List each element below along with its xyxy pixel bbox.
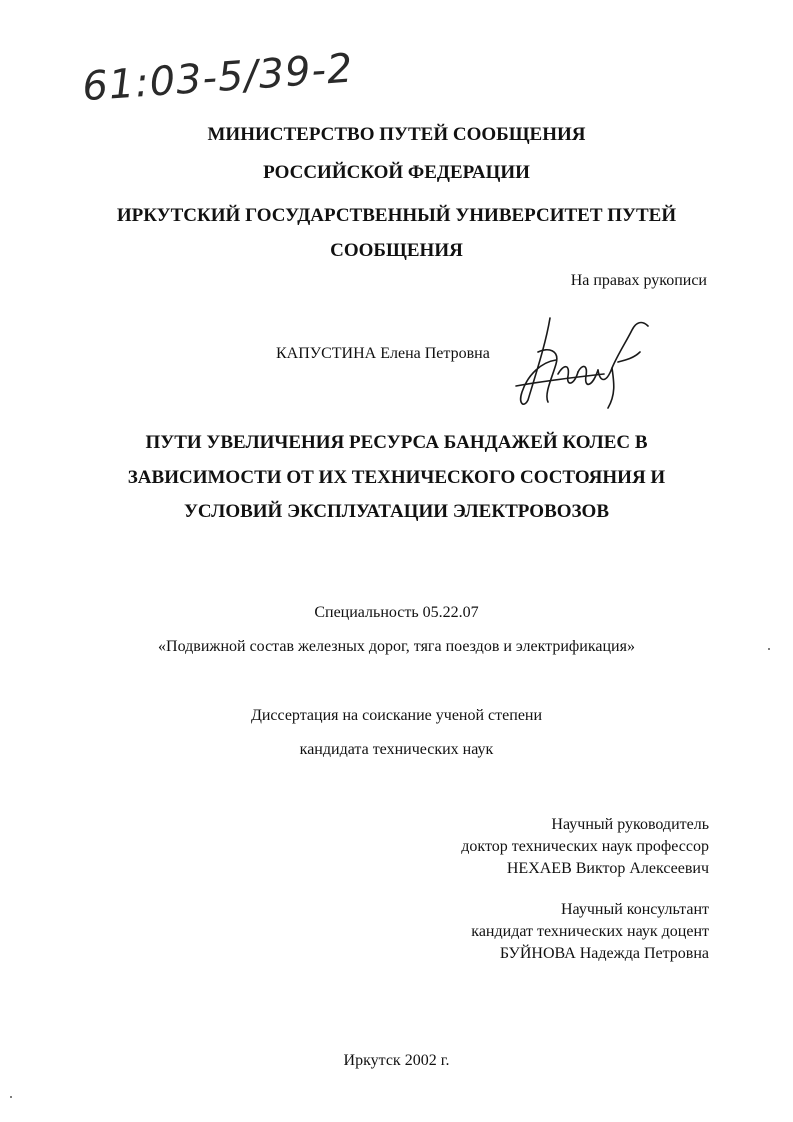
title-line-2: ЗАВИСИМОСТИ ОТ ИХ ТЕХНИЧЕСКОГО СОСТОЯНИЯ И: [127, 467, 666, 488]
consultant-rank: кандидат технических наук доцент: [471, 923, 709, 940]
manuscript-note: На правах рукописи: [570, 272, 707, 289]
consultant-name: БУЙНОВА Надежда Петровна: [499, 945, 709, 962]
degree-line-2: кандидата технических наук: [299, 741, 494, 758]
supervisor-role: Научный руководитель: [551, 816, 709, 833]
scan-speck: [768, 648, 770, 650]
specialty-name: «Подвижной состав железных дорог, тяга поездов и электрификация»: [158, 638, 635, 655]
ministry-line-1: МИНИСТЕРСТВО ПУТЕЙ СООБЩЕНИЯ: [207, 124, 586, 145]
university-line-1: ИРКУТСКИЙ ГОСУДАРСТВЕННЫЙ УНИВЕРСИТЕТ ПУТЕЙ: [116, 205, 677, 226]
scan-speck: [10, 1096, 12, 1098]
title-line-1: ПУТИ УВЕЛИЧЕНИЯ РЕСУРСА БАНДАЖЕЙ КОЛЕС В: [145, 432, 648, 453]
author-name: КАПУСТИНА Елена Петровна: [276, 345, 490, 362]
specialty-code: Специальность 05.22.07: [314, 604, 479, 621]
degree-line-1: Диссертация на соискание ученой степени: [250, 707, 543, 724]
supervisor-name: НЕХАЕВ Виктор Алексеевич: [506, 860, 709, 877]
supervisor-rank: доктор технических наук профессор: [461, 838, 709, 855]
title-line-3: УСЛОВИЙ ЭКСПЛУАТАЦИИ ЭЛЕКТРОВОЗОВ: [183, 501, 610, 522]
author-signature: [508, 312, 658, 412]
supervisor-block: [461, 814, 709, 880]
handwritten-archive-code: [80, 40, 380, 110]
consultant-role: Научный консультант: [561, 901, 709, 918]
city-year: Иркутск 2002 г.: [343, 1052, 450, 1069]
ministry-line-2: РОССИЙСКОЙ ФЕДЕРАЦИИ: [263, 162, 530, 183]
university-line-2: СООБЩЕНИЯ: [330, 240, 463, 261]
archive-code-text: 61:03-5/39-2: [80, 45, 355, 110]
consultant-block: [471, 899, 709, 965]
